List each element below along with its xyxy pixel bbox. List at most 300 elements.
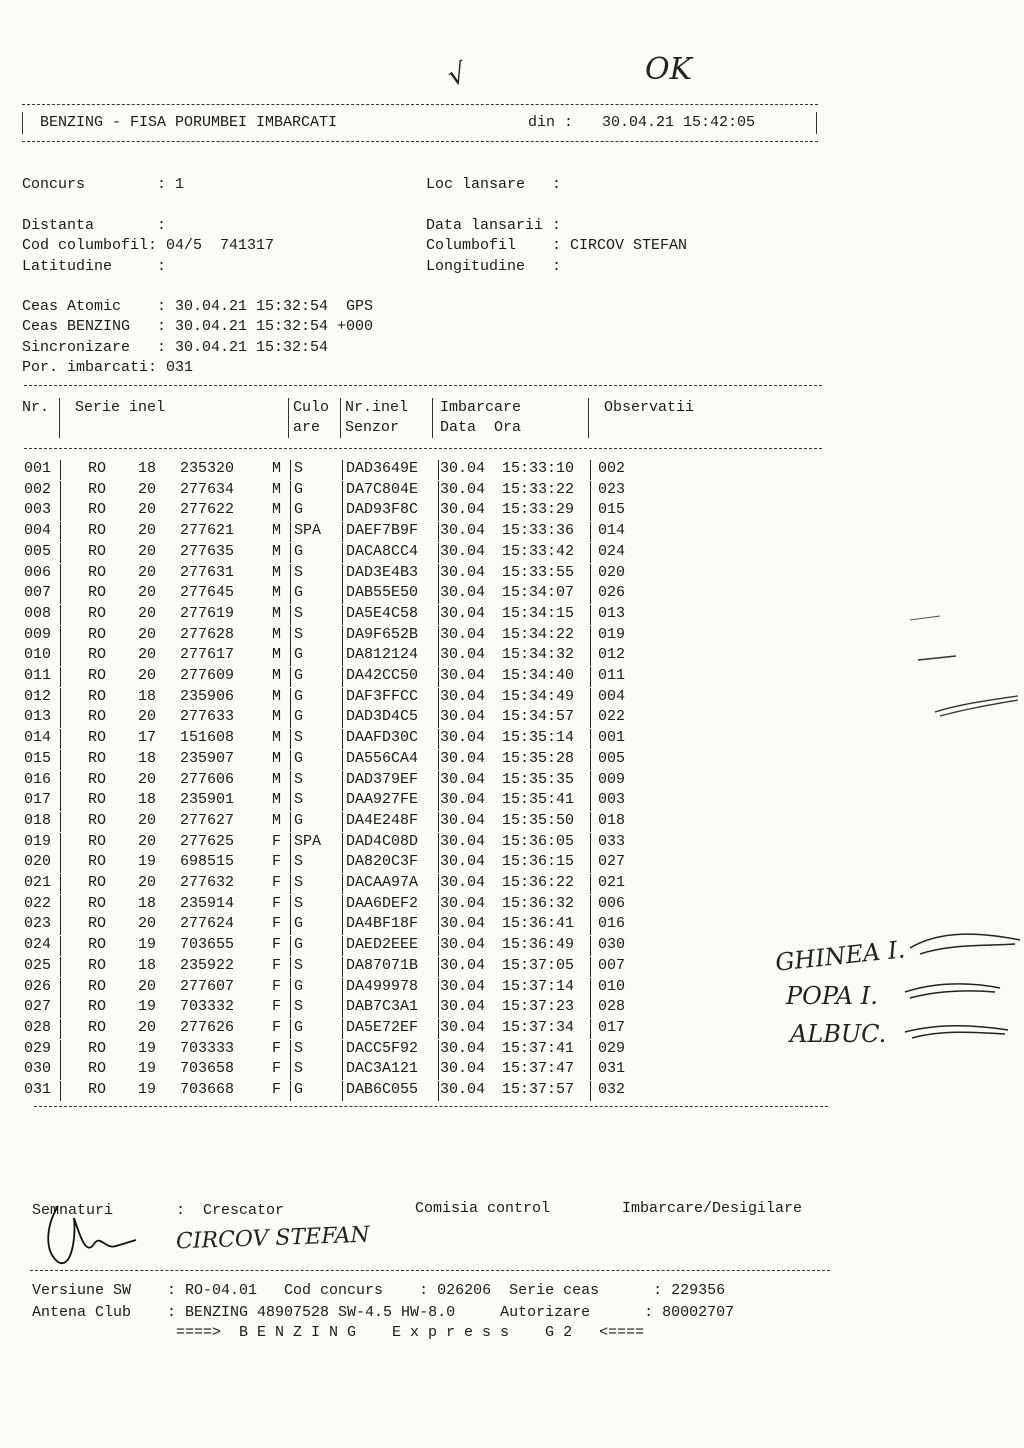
column-separator [290,1060,291,1080]
col-header-data-ora: Data Ora [440,419,522,436]
cell-data: 30.04 [440,832,486,850]
column-separator [590,853,591,873]
column-separator [290,957,291,977]
column-separator [590,978,591,998]
cell-cul: G [294,977,304,995]
semnaturi-label: Semnaturi [32,1202,114,1219]
column-separator [60,564,61,584]
column-separator [290,626,291,646]
ok-mark: OK [645,52,693,87]
cell-inel: 235906 [180,687,235,705]
cell-senzor: DA9F652B [346,625,419,643]
cell-obs: 011 [598,667,626,684]
cell-an: 19 [138,1039,157,1057]
cell-an: 19 [138,936,157,954]
cell-ora: 15:33:10 [502,460,575,477]
cell-data: 30.04 [440,749,486,767]
cell-cul: G [294,708,304,726]
column-separator [342,729,343,749]
table-row [24,543,684,563]
column-separator [438,874,439,894]
cell-ora: 15:35:35 [502,770,575,788]
cell-an: 20 [138,874,157,891]
cell-nr: 030 [24,1060,52,1078]
cell-data: 30.04 [440,977,486,995]
cell-an: 20 [138,832,157,850]
cell-obs: 010 [598,977,626,995]
cell-sex: M [272,625,282,643]
cell-an: 20 [138,977,157,995]
cell-inel: 277631 [180,563,235,581]
cell-nr: 001 [24,460,52,477]
cell-data: 30.04 [440,853,486,871]
cell-senzor: DA5E72EF [346,1018,419,1036]
cell-inel: 277628 [180,625,235,643]
cell-tara: RO [88,1018,107,1036]
column-separator [342,998,343,1018]
col-header-culoare-2: are [293,419,321,436]
table-row [24,791,684,811]
cell-data: 30.04 [440,542,486,560]
column-separator [438,543,439,563]
cell-inel: 277626 [180,1018,235,1036]
column-separator [438,998,439,1018]
cell-sex: M [272,708,282,726]
cell-ora: 15:37:05 [502,956,575,974]
cell-an: 20 [138,480,157,498]
cell-obs: 026 [598,584,626,602]
column-separator [60,978,61,998]
column-separator [290,978,291,998]
table-row [24,605,684,625]
cell-tara: RO [88,936,107,954]
cell-tara: RO [88,791,107,809]
column-separator [590,646,591,666]
cell-nr: 011 [24,667,52,684]
cell-cul: G [294,501,304,519]
table-row [24,1081,684,1101]
column-separator [590,936,591,956]
cell-obs: 018 [598,811,626,829]
cell-senzor: DAED2EEE [346,936,419,954]
longitudine-field: Longitudine : [426,258,562,275]
cell-inel: 277624 [180,915,235,933]
header-border-bottom [22,141,818,142]
column-separator [290,564,291,584]
column-separator [290,750,291,770]
cell-an: 20 [138,625,157,643]
column-separator [290,605,291,625]
cell-senzor: DACC5F92 [346,1039,419,1057]
cell-tara: RO [88,853,107,871]
cell-sex: M [272,604,282,622]
column-separator [60,481,61,501]
cell-obs: 033 [598,832,626,850]
cell-obs: 012 [598,646,626,664]
cell-senzor: DAB6C055 [346,1081,419,1098]
cell-obs: 030 [598,936,626,954]
cell-inel: 277635 [180,542,235,560]
cell-obs: 024 [598,542,626,560]
column-separator [590,667,591,687]
cell-nr: 008 [24,604,52,622]
column-separator [60,605,61,625]
cell-ora: 15:35:28 [502,749,575,767]
column-separator [438,853,439,873]
column-separator [290,791,291,811]
column-separator [590,833,591,853]
cell-inel: 277606 [180,770,235,788]
cell-sex: M [272,460,282,477]
cell-sex: F [272,1081,282,1098]
column-separator [438,646,439,666]
column-separator [60,771,61,791]
column-separator [342,646,343,666]
cell-inel: 151608 [180,729,235,747]
cell-cul: S [294,1060,304,1078]
table-row [24,874,684,894]
footer-rule [30,1270,830,1271]
cell-obs: 020 [598,563,626,581]
cell-inel: 703333 [180,1039,235,1057]
cell-cul: G [294,646,304,664]
column-separator [290,584,291,604]
cell-senzor: DAA6DEF2 [346,894,419,912]
cell-inel: 277632 [180,874,235,891]
cell-data: 30.04 [440,480,486,498]
cell-cul: G [294,542,304,560]
column-separator [342,1060,343,1080]
column-separator [438,481,439,501]
cell-obs: 004 [598,687,626,705]
column-separator [438,522,439,542]
imbarcare-desigilare-label: Imbarcare/Desigilare [622,1200,803,1217]
cell-data: 30.04 [440,956,486,974]
cell-sex: F [272,853,282,871]
table-row [24,1040,684,1060]
cell-senzor: DA7C804E [346,480,419,498]
cell-cul: S [294,770,304,788]
cell-data: 30.04 [440,604,486,622]
column-separator [290,1081,291,1101]
column-separator [590,915,591,935]
cell-ora: 15:33:55 [502,563,575,581]
cell-tara: RO [88,625,107,643]
cell-an: 20 [138,501,157,519]
header-sep-4 [432,398,433,438]
cell-sex: M [272,646,282,664]
check-mark: √ [444,56,470,93]
cell-cul: SPA [294,832,322,850]
cell-nr: 009 [24,625,52,643]
table-row [24,667,684,687]
column-separator [590,708,591,728]
column-separator [438,584,439,604]
column-separator [60,833,61,853]
table-row [24,626,684,646]
cell-tara: RO [88,563,107,581]
cell-inel: 277622 [180,501,235,519]
cell-an: 20 [138,1018,157,1036]
header-sep-2 [288,398,289,438]
cell-senzor: DA556CA4 [346,749,419,767]
cell-tara: RO [88,1060,107,1078]
column-separator [438,501,439,521]
column-separator [342,1040,343,1060]
cell-ora: 15:33:42 [502,542,575,560]
cell-data: 30.04 [440,1060,486,1078]
column-separator [590,771,591,791]
cell-ora: 15:37:47 [502,1060,575,1078]
cell-obs: 006 [598,894,626,912]
cell-data: 30.04 [440,894,486,912]
cell-tara: RO [88,667,107,684]
cell-ora: 15:33:36 [502,522,575,540]
table-row [24,481,684,501]
table-row [24,522,684,542]
din-value: 30.04.21 15:42:05 [602,114,756,131]
ceas-benzing-field: Ceas BENZING : 30.04.21 15:32:54 +000 [22,318,374,335]
cell-cul: S [294,998,304,1016]
cell-cul: G [294,1018,304,1036]
cell-data: 30.04 [440,687,486,705]
column-separator [342,1019,343,1039]
cell-cul: S [294,604,304,622]
cell-senzor: DA42CC50 [346,667,419,684]
column-separator [342,915,343,935]
cell-sex: M [272,480,282,498]
column-separator [342,584,343,604]
column-separator [60,791,61,811]
column-separator [590,1019,591,1039]
cell-an: 18 [138,687,157,705]
cell-data: 30.04 [440,522,486,540]
cell-obs: 028 [598,998,626,1016]
column-separator [342,667,343,687]
cell-sex: M [272,811,282,829]
column-separator [342,626,343,646]
column-separator [590,812,591,832]
cell-tara: RO [88,749,107,767]
column-separator [590,1040,591,1060]
cell-obs: 013 [598,604,626,622]
cell-data: 30.04 [440,791,486,809]
cell-inel: 277627 [180,811,235,829]
cell-senzor: DACAA97A [346,874,419,891]
cell-tara: RO [88,584,107,602]
column-separator [590,584,591,604]
column-separator [342,481,343,501]
cell-nr: 016 [24,770,52,788]
column-separator [290,481,291,501]
cell-an: 18 [138,956,157,974]
cell-senzor: DAA927FE [346,791,419,809]
din-label: din : [528,114,574,131]
table-row [24,584,684,604]
column-separator [60,543,61,563]
cell-inel: 235901 [180,791,235,809]
ceas-atomic-field: Ceas Atomic : 30.04.21 15:32:54 GPS [22,298,374,315]
column-separator [590,1060,591,1080]
cell-an: 20 [138,708,157,726]
cell-ora: 15:37:34 [502,1018,575,1036]
distanta-field: Distanta : [22,217,167,234]
cell-sex: F [272,894,282,912]
cell-cul: G [294,667,304,684]
column-separator [342,501,343,521]
column-separator [342,957,343,977]
cell-an: 18 [138,460,157,477]
cell-ora: 15:34:32 [502,646,575,664]
cell-sex: F [272,1039,282,1057]
cell-sex: M [272,687,282,705]
column-separator [60,750,61,770]
cell-cul: G [294,584,304,602]
col-header-serie: Serie inel [75,399,166,416]
column-separator [60,915,61,935]
column-separator [60,522,61,542]
cell-sex: M [272,770,282,788]
cell-obs: 007 [598,956,626,974]
column-separator [60,874,61,894]
column-separator [60,998,61,1018]
table-header-bottom-rule [24,448,822,449]
column-separator [590,729,591,749]
column-separator [590,564,591,584]
table-row [24,771,684,791]
cell-tara: RO [88,1039,107,1057]
cell-nr: 014 [24,729,52,747]
cell-data: 30.04 [440,646,486,664]
cell-cul: S [294,853,304,871]
cell-obs: 001 [598,729,626,747]
cell-an: 18 [138,749,157,767]
cell-data: 30.04 [440,936,486,954]
column-separator [60,853,61,873]
column-separator [342,708,343,728]
cell-an: 20 [138,522,157,540]
cell-sex: M [272,584,282,602]
cell-an: 20 [138,770,157,788]
cell-tara: RO [88,874,107,891]
column-separator [438,626,439,646]
cell-nr: 005 [24,542,52,560]
cell-tara: RO [88,811,107,829]
benzing-express-banner: ====> B E N Z I N G E x p r e s s G 2 <==== [176,1324,645,1341]
cell-senzor: DAB55E50 [346,584,419,602]
column-separator [290,667,291,687]
column-separator [342,874,343,894]
column-separator [290,688,291,708]
sincronizare-field: Sincronizare : 30.04.21 15:32:54 [22,339,329,356]
cell-data: 30.04 [440,1081,486,1098]
cell-ora: 15:33:22 [502,480,575,498]
cell-senzor: DA5E4C58 [346,604,419,622]
antena-club-line: Antena Club : BENZING 48907528 SW-4.5 HW-8.0 Autorizare : 80002707 [32,1304,735,1321]
cell-obs: 032 [598,1081,626,1098]
table-row [24,646,684,666]
column-separator [438,1040,439,1060]
column-separator [438,1060,439,1080]
column-separator [60,626,61,646]
cell-ora: 15:37:14 [502,977,575,995]
cell-an: 20 [138,667,157,684]
cell-ora: 15:35:41 [502,791,575,809]
column-separator [342,812,343,832]
column-separator [438,936,439,956]
table-row [24,688,684,708]
cell-obs: 005 [598,749,626,767]
cell-nr: 013 [24,708,52,726]
cell-senzor: DAAFD30C [346,729,419,747]
table-row [24,1060,684,1080]
column-separator [342,895,343,915]
loc-lansare-field: Loc lansare : [426,176,562,193]
cell-nr: 021 [24,874,52,891]
cell-an: 20 [138,542,157,560]
header-border-right [816,112,817,134]
cell-senzor: DAD379EF [346,770,419,788]
cell-senzor: DA812124 [346,646,419,664]
cell-inel: 277607 [180,977,235,995]
handwritten-note-3: ALBUC. [790,1020,887,1048]
table-body [24,460,684,1100]
cell-sex: M [272,667,282,684]
cell-obs: 015 [598,501,626,519]
table-row [24,708,684,728]
cell-an: 18 [138,791,157,809]
cell-inel: 698515 [180,853,235,871]
cell-senzor: DA87071B [346,956,419,974]
cell-nr: 006 [24,563,52,581]
cell-an: 19 [138,998,157,1016]
cell-data: 30.04 [440,460,486,477]
cell-senzor: DAD3649E [346,460,419,477]
column-separator [290,1040,291,1060]
table-row [24,750,684,770]
cell-an: 17 [138,729,157,747]
table-row [24,729,684,749]
cell-an: 20 [138,915,157,933]
column-separator [60,812,61,832]
cell-inel: 277645 [180,584,235,602]
cell-inel: 235320 [180,460,235,477]
cell-tara: RO [88,894,107,912]
cell-data: 30.04 [440,770,486,788]
cell-tara: RO [88,977,107,995]
table-row [24,915,684,935]
column-separator [590,605,591,625]
column-separator [342,460,343,480]
column-separator [438,605,439,625]
column-separator [590,543,591,563]
cell-inel: 277625 [180,832,235,850]
cell-obs: 014 [598,522,626,540]
cell-inel: 235914 [180,894,235,912]
cell-data: 30.04 [440,998,486,1016]
column-separator [60,667,61,687]
concurs-field: Concurs : 1 [22,176,185,193]
column-separator [590,895,591,915]
column-separator [290,460,291,480]
column-separator [590,481,591,501]
cell-an: 19 [138,1060,157,1078]
cell-cul: G [294,1081,304,1098]
cell-nr: 027 [24,998,52,1016]
table-row [24,833,684,853]
table-row [24,978,684,998]
cell-sex: M [272,791,282,809]
